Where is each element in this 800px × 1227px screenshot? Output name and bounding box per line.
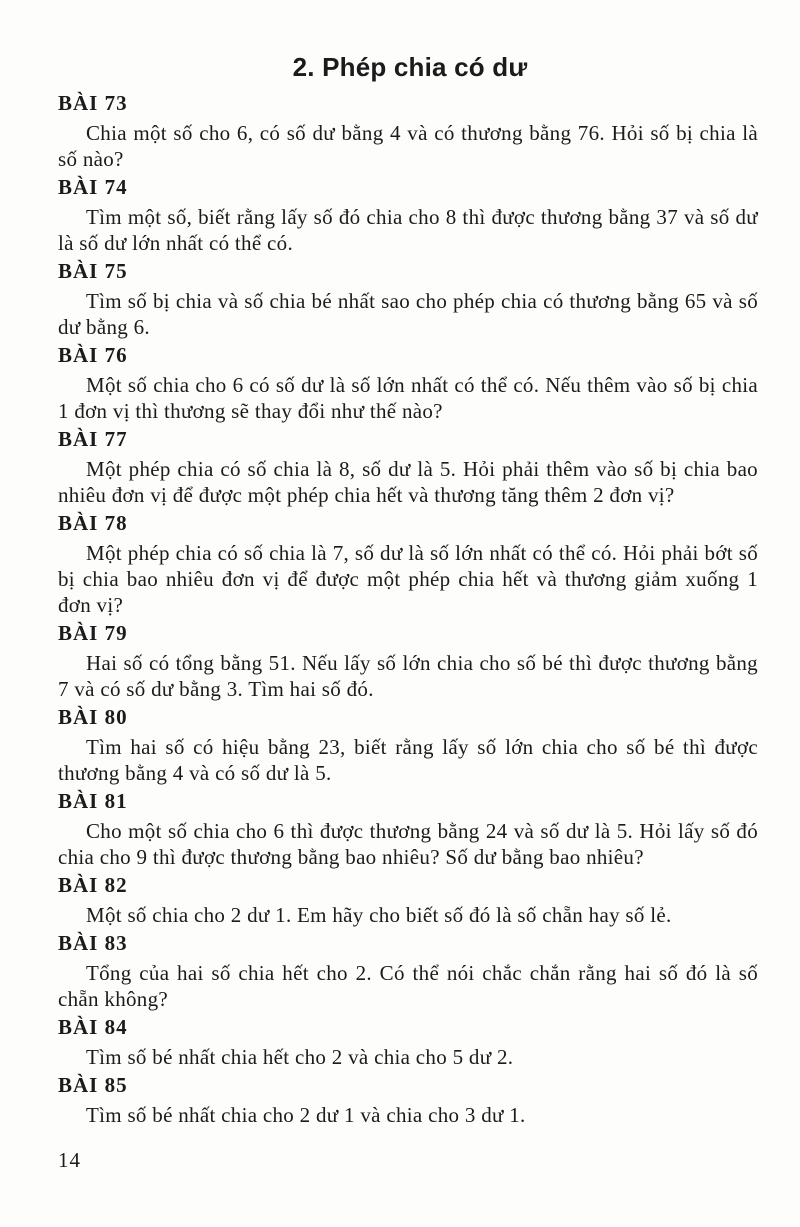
exercise-text: Một số chia cho 6 có số dư là số lớn nhất có thể có. Nếu thêm vào số bị chia 1 đơn vị thì thương sẽ thay đổi như thế nào? xyxy=(58,373,758,423)
exercise-85 xyxy=(58,1072,758,1128)
exercise-82 xyxy=(58,872,758,928)
exercise-text: Tìm số bị chia và số chia bé nhất sao cho phép chia có thương bằng 65 và số dư bằng 6. xyxy=(58,289,758,339)
page-title: 2. Phép chia có dư xyxy=(292,52,528,82)
exercise-heading: BÀI 83 xyxy=(58,931,128,955)
exercise-text: Cho một số chia cho 6 thì được thương bằng 24 và số dư là 5. Hỏi lấy số đó chia cho 9 thì được thương bằng bao nhiêu? Số dư bằng bao nhiêu? xyxy=(58,819,758,869)
exercise-79 xyxy=(58,620,758,702)
exercise-text: Tìm số bé nhất chia hết cho 2 và chia cho 5 dư 2. xyxy=(86,1045,514,1069)
exercise-text: Một số chia cho 2 dư 1. Em hãy cho biết số đó là số chẵn hay số lẻ. xyxy=(86,903,672,927)
exercise-text: Một phép chia có số chia là 8, số dư là 5. Hỏi phải thêm vào số bị chia bao nhiêu đơn vị để được một phép chia hết và thương tăng thêm 2 đơn vị? xyxy=(58,457,758,507)
exercise-heading: BÀI 74 xyxy=(58,175,128,199)
exercise-73 xyxy=(58,90,758,172)
exercise-text: Một phép chia có số chia là 7, số dư là số lớn nhất có thể có. Hỏi phải bớt số bị chia bao nhiêu đơn vị để được một phép chia hết và thương giảm xuống 1 đơn vị? xyxy=(58,541,758,617)
exercise-75 xyxy=(58,258,758,340)
exercise-83 xyxy=(58,930,758,1012)
exercise-heading: BÀI 77 xyxy=(58,427,128,451)
page-number: 14 xyxy=(58,1148,81,1172)
exercise-text: Hai số có tổng bằng 51. Nếu lấy số lớn chia cho số bé thì được thương bằng 7 và có số dư bằng 3. Tìm hai số đó. xyxy=(58,651,758,701)
exercise-heading: BÀI 75 xyxy=(58,259,128,283)
exercise-text: Tìm hai số có hiệu bằng 23, biết rằng lấy số lớn chia cho số bé thì được thương bằng 4 và có số dư là 5. xyxy=(58,735,758,785)
exercise-84 xyxy=(58,1014,758,1070)
exercise-text: Tìm một số, biết rằng lấy số đó chia cho 8 thì được thương bằng 37 và số dư là số dư lớn nhất có thể có. xyxy=(58,205,758,255)
exercise-76 xyxy=(58,342,758,424)
exercise-text: Tổng của hai số chia hết cho 2. Có thể nói chắc chắn rằng hai số đó là số chẵn không? xyxy=(58,961,758,1011)
exercise-heading: BÀI 78 xyxy=(58,511,128,535)
exercise-heading: BÀI 79 xyxy=(58,621,128,645)
exercise-list xyxy=(58,90,758,1130)
exercise-heading: BÀI 82 xyxy=(58,873,128,897)
exercise-text: Chia một số cho 6, có số dư bằng 4 và có thương bằng 76. Hỏi số bị chia là số nào? xyxy=(58,121,758,171)
exercise-77 xyxy=(58,426,758,508)
exercise-78 xyxy=(58,510,758,618)
exercise-heading: BÀI 76 xyxy=(58,343,128,367)
exercise-text: Tìm số bé nhất chia cho 2 dư 1 và chia cho 3 dư 1. xyxy=(86,1103,526,1127)
exercise-heading: BÀI 85 xyxy=(58,1073,128,1097)
exercise-74 xyxy=(58,174,758,256)
exercise-heading: BÀI 80 xyxy=(58,705,128,729)
exercise-81 xyxy=(58,788,758,870)
exercise-heading: BÀI 84 xyxy=(58,1015,128,1039)
exercise-heading: BÀI 81 xyxy=(58,789,128,813)
exercise-heading: BÀI 73 xyxy=(58,91,128,115)
exercise-80 xyxy=(58,704,758,786)
